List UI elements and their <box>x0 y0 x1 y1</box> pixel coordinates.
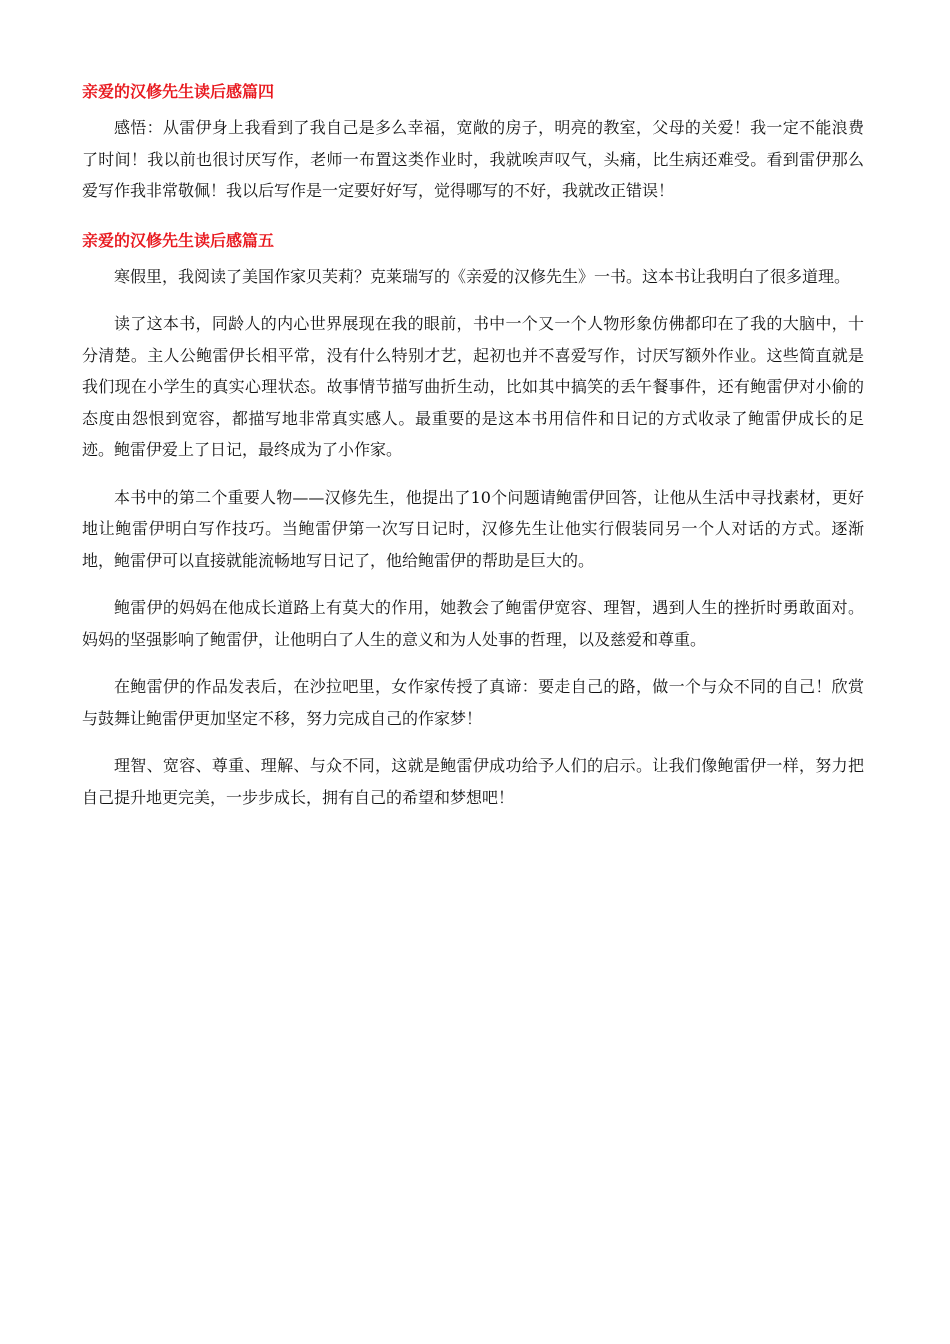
document-page <box>82 78 864 813</box>
paragraph: 读了这本书，同龄人的内心世界展现在我的眼前，书中一个又一个人物形象仿佛都印在了我的大脑中，十分清楚。主人公鲍雷伊长相平常，没有什么特别才艺，起初也并不喜爱写作，讨厌写额外作业。这些简直就是我们现在小学生的真实心理状态。故事情节描写曲折生动，比如其中搞笑的丢午餐事件，还有鲍雷伊对小偷的态度由怨恨到宽容，都描写地非常真实感人。最重要的是这本书用信件和日记的方式收录了鲍雷伊成长的足迹。鲍雷伊爱上了日记，最终成为了小作家。 <box>82 314 864 459</box>
paragraph: 理智、宽容、尊重、理解、与众不同，这就是鲍雷伊成功给予人们的启示。让我们像鲍雷伊一样，努力把自己提升地更完美，一步步成长，拥有自己的希望和梦想吧！ <box>82 756 864 807</box>
paragraph: 鲍雷伊的妈妈在他成长道路上有莫大的作用，她教会了鲍雷伊宽容、理智，遇到人生的挫折时勇敢面对。妈妈的坚强影响了鲍雷伊，让他明白了人生的意义和为人处事的哲理，以及慈爱和尊重。 <box>82 598 864 649</box>
paragraph: 本书中的第二个重要人物——汉修先生，他提出了10个问题请鲍雷伊回答，让他从生活中寻找素材，更好地让鲍雷伊明白写作技巧。当鲍雷伊第一次写日记时，汉修先生让他实行假装同另一个人对话的方式。逐渐地，鲍雷伊可以直接就能流畅地写日记了，他给鲍雷伊的帮助是巨大的。 <box>82 487 864 570</box>
section-title-5: 亲爱的汉修先生读后感篇五 <box>82 230 275 250</box>
paragraph: 在鲍雷伊的作品发表后，在沙拉吧里，女作家传授了真谛：要走自己的路，做一个与众不同的自己！欣赏与鼓舞让鲍雷伊更加坚定不移，努力完成自己的作家梦！ <box>82 677 864 728</box>
paragraph: 寒假里，我阅读了美国作家贝芙莉？克莱瑞写的《亲爱的汉修先生》一书。这本书让我明白了很多道理。 <box>114 266 851 286</box>
section-title-4: 亲爱的汉修先生读后感篇四 <box>82 82 275 101</box>
paragraph: 感悟：从雷伊身上我看到了我自己是多么幸福，宽敞的房子，明亮的教室，父母的关爱！我一定不能浪费了时间！我以前也很讨厌写作，老师一布置这类作业时，我就唉声叹气，头痛，比生病还难受。看到雷伊那么爱写作我非常敬佩！我以后写作是一定要好好写，觉得哪写的不好，我就改正错误！ <box>82 118 864 200</box>
